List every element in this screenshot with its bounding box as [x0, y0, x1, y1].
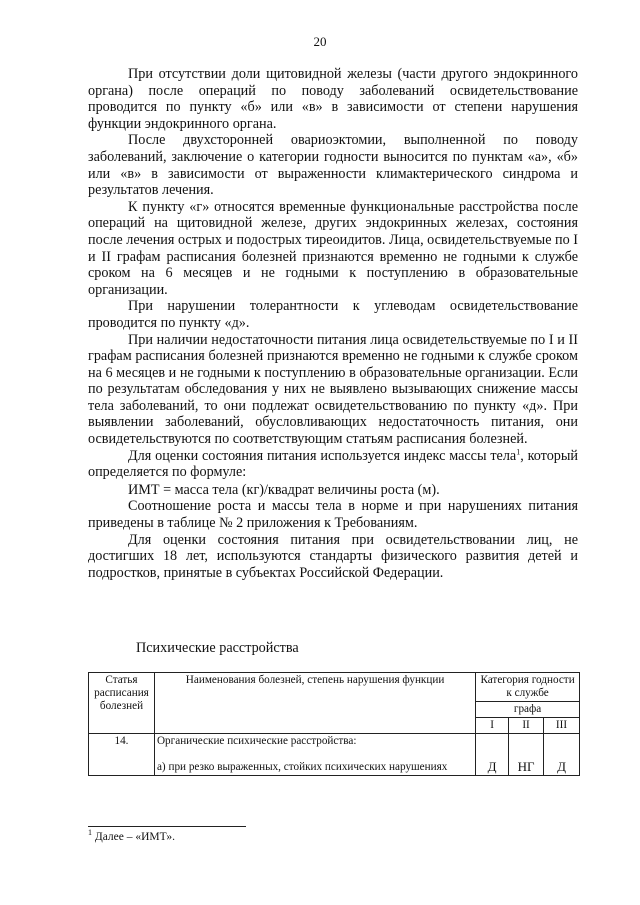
header-column-ii: II	[509, 718, 544, 734]
section-heading: Психические расстройства	[136, 640, 299, 656]
header-disease-names: Наименования болезней, степень нарушения функции	[154, 673, 475, 734]
paragraph-minors: Для оценки состояния питания при освидетельствовании лиц, не достигших 18 лет, используются стандарты физического развития детей и подростков, принятые в субъектах Российской Федерации.	[88, 531, 578, 581]
row-article: 14.	[89, 734, 155, 776]
header-article: Статья расписания болезней	[89, 673, 155, 734]
body-text	[88, 66, 578, 581]
paragraph-ovariectomy: После двухсторонней овариоэктомии, выполненной по поводу заболеваний, заключение о категории годности выносится по пунктам «а», «б» или «в» в зависимости от выраженности климактерического синдрома и результатов лечения.	[88, 132, 578, 199]
paragraph-bmi-intro	[88, 448, 578, 481]
header-column-i: I	[476, 718, 509, 734]
footnote-text: Далее – «ИМТ».	[92, 831, 176, 843]
row-disease-description	[154, 734, 475, 776]
header-category: Категория годности к службе	[476, 673, 580, 702]
disease-schedule-table	[88, 672, 580, 776]
paragraph-tolerance: При нарушении толерантности к углеводам освидетельствование проводится по пункту «д».	[88, 298, 578, 331]
paragraph-point-g: К пункту «г» относятся временные функциональные расстройства после операций на щитовидной железе, других эндокринных железах, состояния после лечения острых и подострых тиреоидитов. Лица, освидетельствуемые по I и II графам расписания болезней признаются временно не годными к службе сроком на 6 месяцев и не годными к поступлению в образовательные организации.	[88, 198, 578, 298]
paragraph-thyroid: При отсутствии доли щитовидной железы (части другого эндокринного органа) после операций по поводу заболеваний освидетельствование проводится по пункту «б» или «в» в зависимости от степени нарушения функции эндокринного органа.	[88, 66, 578, 132]
table-header-row	[89, 673, 580, 702]
row-value-graph-ii: НГ	[509, 734, 544, 776]
page-number: 20	[313, 34, 327, 49]
bmi-formula: ИМТ = масса тела (кг)/квадрат величины роста (м).	[128, 481, 440, 498]
row-title: Органические психические расстройства:	[156, 735, 357, 747]
row-value-graph-iii: Д	[544, 734, 580, 776]
footnote-mark: 1	[88, 828, 92, 838]
footnote-reference: 1	[516, 446, 521, 456]
row-item: а) при резко выраженных, стойких психических нарушениях	[156, 761, 448, 773]
footnote-divider	[88, 826, 246, 827]
bmi-intro-text: Для оценки состояния питания используется индекс массы тела	[128, 447, 517, 464]
row-value-graph-i: Д	[476, 734, 509, 776]
paragraph-height-weight: Соотношение роста и массы тела в норме и при нарушениях питания приведены в таблице № 2 приложения к Требованиям.	[88, 498, 578, 532]
table-row	[89, 734, 580, 776]
header-column-iii: III	[544, 718, 580, 734]
bmi-intro-text-after: , который определяется по формуле:	[88, 447, 579, 481]
paragraph-nutrition: При наличии недостаточности питания лица освидетельствуемые по I и II графам расписания болезней признаются временно не годными к службе сроком на 6 месяцев и не годными к поступлению в образовательные организации. Если по результатам обследования у них не выявлено вызывающих снижение массы тела заболеваний, то они подлежат освидетельствованию по пункту «д». При выявлении заболеваний, обусловливающих недостаточность питания, они освидетельствуются по соответствующим статьям расписания болезней.	[88, 331, 578, 448]
header-graph: графа	[476, 702, 580, 718]
footnote	[88, 828, 176, 843]
